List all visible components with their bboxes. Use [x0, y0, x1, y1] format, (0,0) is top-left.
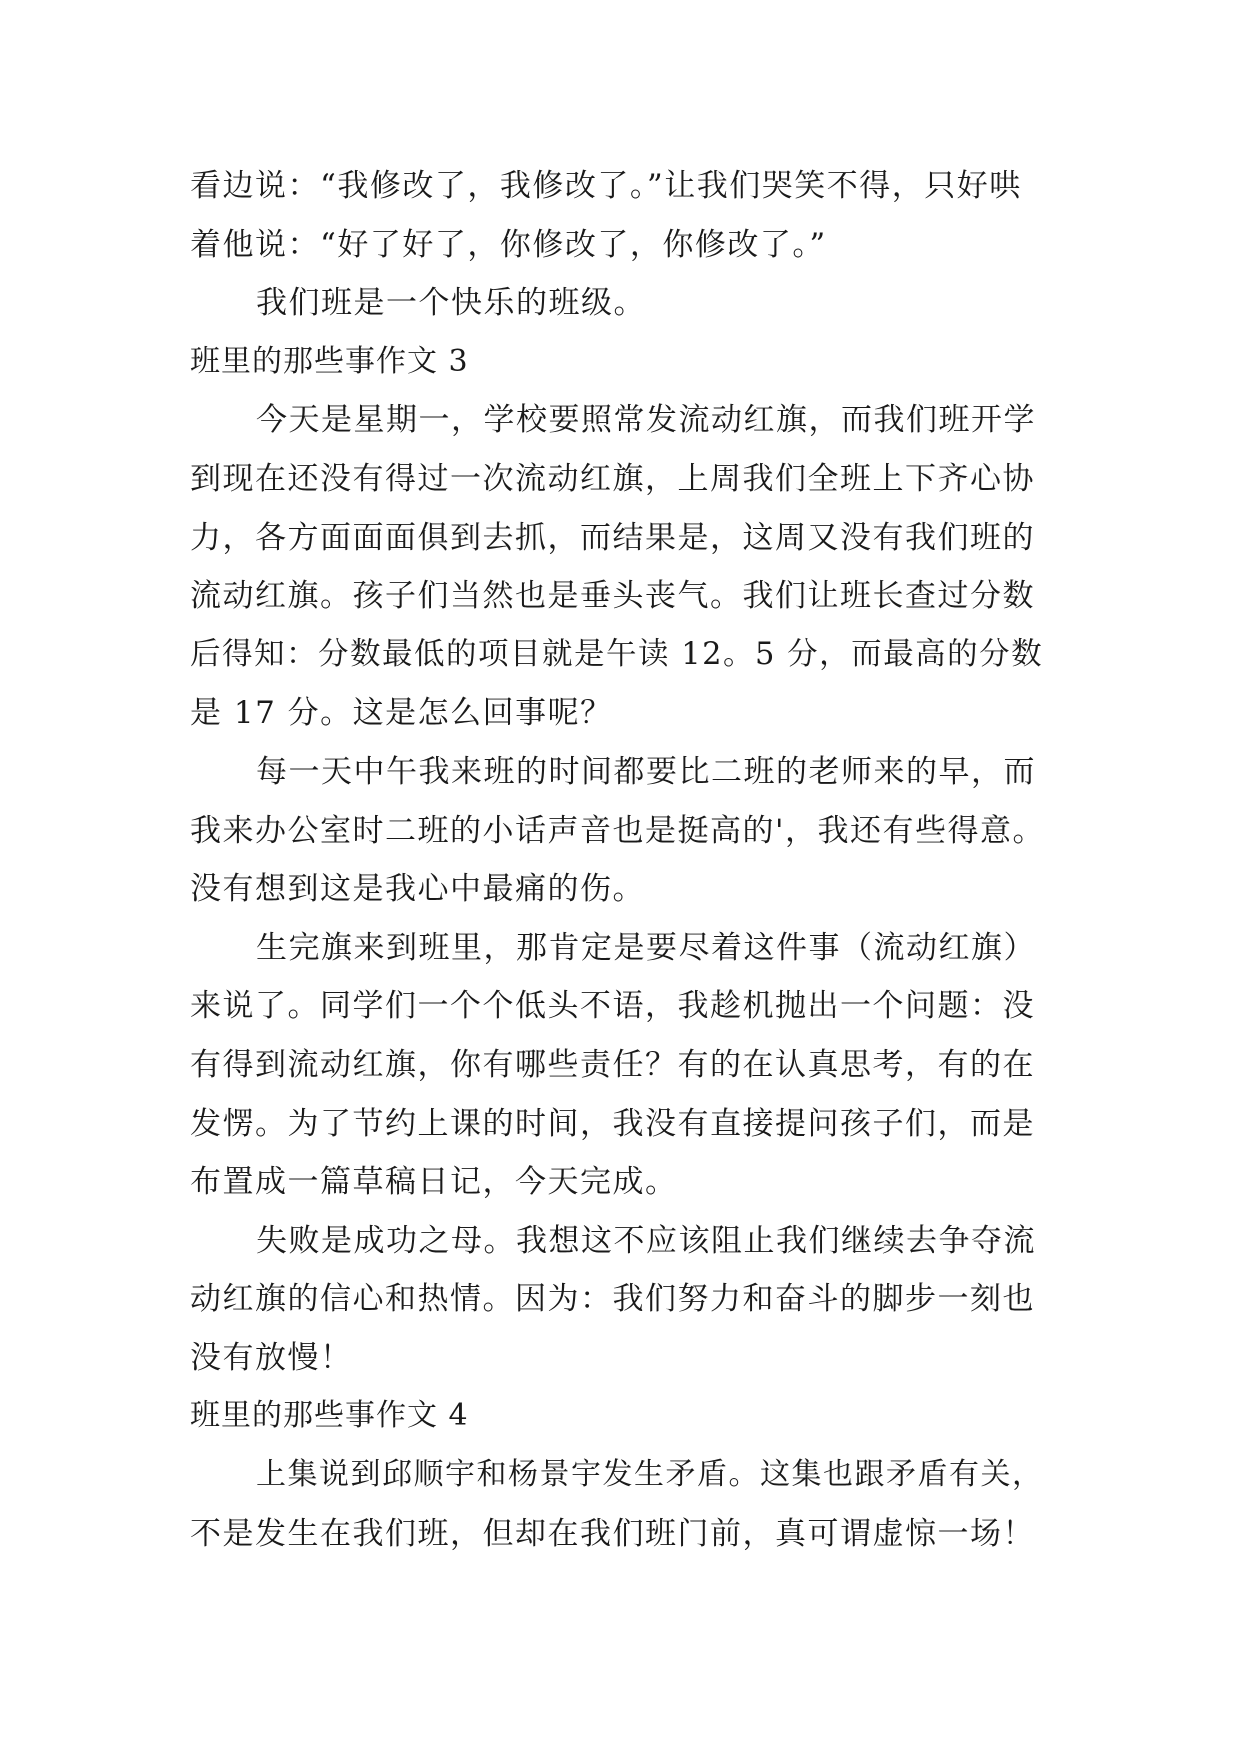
text-line: 生完旗来到班里，那肯定是要尽着这件事（流动红旗）	[256, 929, 1036, 966]
text-line: 发愣。为了节约上课的时间，我没有直接提问孩子们，而是	[190, 1105, 1035, 1142]
text-line: 流动红旗。孩子们当然也是垂头丧气。我们让班长查过分数	[190, 578, 1035, 615]
text-line: 每一天中午我来班的时间都要比二班的老师来的早，而	[256, 753, 1036, 790]
text-line: 看边说：“我修改了，我修改了。”让我们哭笑不得，只好哄	[190, 168, 1022, 204]
text-line: 没有放慢！	[190, 1339, 353, 1376]
text-line: 有得到流动红旗，你有哪些责任？有的在认真思考，有的在	[190, 1046, 1035, 1083]
text-line: 不是发生在我们班，但却在我们班门前，真可谓虚惊一场！	[190, 1515, 1035, 1552]
text-line: 力，各方面面面俱到去抓，而结果是，这周又没有我们班的	[190, 519, 1035, 556]
text-line: 是 17 分。这是怎么回事呢？	[190, 695, 613, 732]
text-line: 上集说到邱顺宇和杨景宇发生矛盾。这集也跟矛盾有关，	[256, 1457, 1044, 1493]
document-body	[190, 157, 1050, 1563]
text-line: 布置成一篇草稿日记，今天完成。	[190, 1164, 678, 1201]
section-heading: 班里的那些事作文 4	[190, 1398, 469, 1434]
text-line: 着他说：“好了好了，你修改了，你修改了。”	[190, 226, 827, 263]
text-line: 我来办公室时二班的小话声音也是挺高的'，我还有些得意。	[190, 812, 1046, 849]
text-line: 到现在还没有得过一次流动红旗，上周我们全班上下齐心协	[190, 460, 1035, 497]
section-heading: 班里的那些事作文 3	[190, 343, 469, 379]
text-line: 我们班是一个快乐的班级。	[256, 285, 646, 322]
text-line: 没有想到这是我心中最痛的伤。	[190, 871, 645, 908]
text-line: 后得知：分数最低的项目就是午读 12。5 分，而最高的分数	[190, 636, 1044, 672]
text-line: 动红旗的信心和热情。因为：我们努力和奋斗的脚步一刻也	[190, 1281, 1035, 1318]
text-line: 今天是星期一，学校要照常发流动红旗，而我们班开学	[256, 402, 1036, 439]
text-line: 来说了。同学们一个个低头不语，我趁机抛出一个问题：没	[190, 988, 1035, 1025]
text-line: 失败是成功之母。我想这不应该阻止我们继续去争夺流	[256, 1222, 1036, 1259]
